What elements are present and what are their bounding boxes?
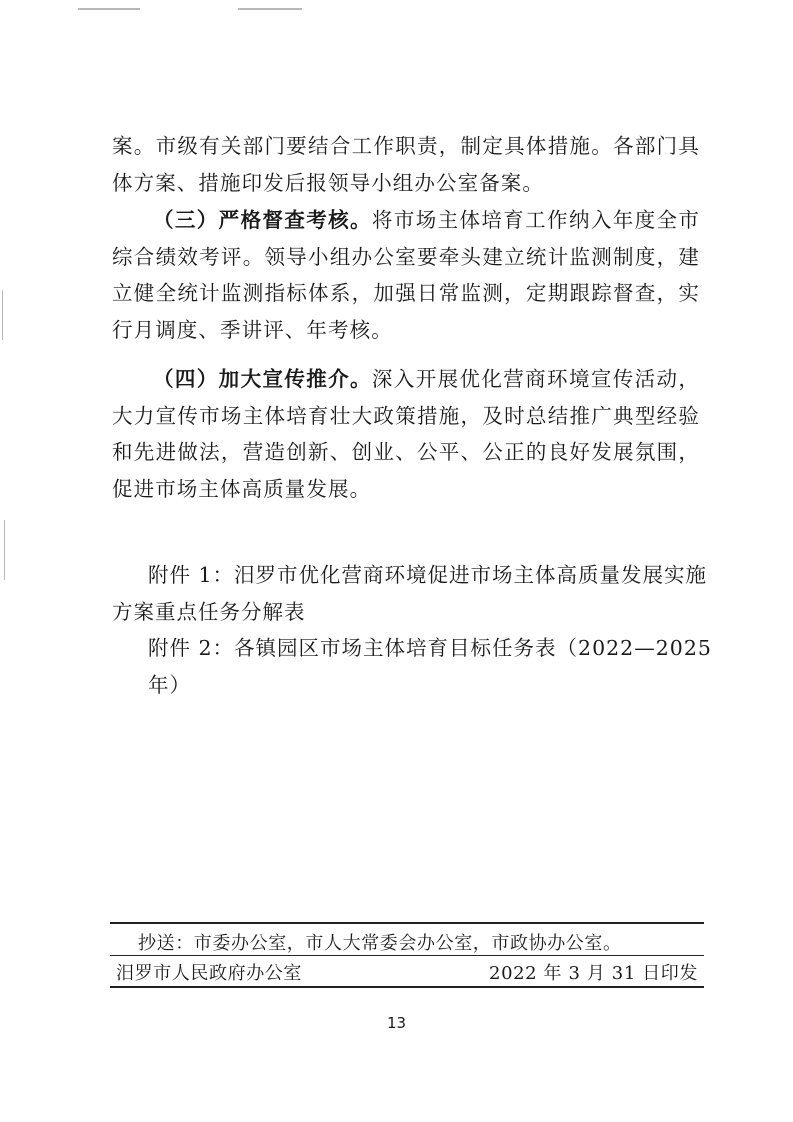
footer-top-rule xyxy=(110,922,704,924)
footer-middle-rule xyxy=(110,955,704,956)
issuer-name: 汨罗市人民政府办公室 xyxy=(116,963,302,984)
section-heading: （三）严格督查考核。 xyxy=(153,208,372,232)
section-heading: （四）加大宣传推介。 xyxy=(153,367,372,391)
scan-artifact-left-edge-2 xyxy=(4,520,5,580)
attachment-1-line-2: 方案重点任务分解表 xyxy=(112,599,306,624)
attachment-1 xyxy=(112,557,712,630)
footer-bottom-rule xyxy=(110,986,704,988)
issuer-line xyxy=(112,959,702,985)
attachment-2 xyxy=(112,630,748,703)
scan-artifact-top-left xyxy=(78,8,140,10)
attachment-2-text: 附件 2：各镇园区市场主体培育目标任务表（2022—2025 年） xyxy=(148,636,712,697)
scan-artifact-top-right xyxy=(238,8,302,10)
paragraph-measures xyxy=(112,128,700,201)
issue-date: 2022 年 3 月 31 日印发 xyxy=(489,963,698,984)
paragraph-text: 将市场主体培育工作纳入年度全市综合绩效考评。领导小组办公室要牵头建立统计监测制度，建立健全统计监测指标体系，加强日常监测，定期跟踪督查，实行月调度、季讲评、年考核。 xyxy=(112,208,701,342)
attachment-1-line-1: 附件 1：汨罗市优化营商环境促进市场主体高质量发展实施 xyxy=(148,563,708,587)
cc-line xyxy=(112,929,728,955)
scan-artifact-left-edge xyxy=(2,290,3,340)
paragraph-publicity xyxy=(112,361,700,507)
paragraph-text: 深入开展优化营商环境宣传活动，大力宣传市场主体培育壮大政策措施，及时总结推广典型经验和先进做法，营造创新、创业、公平、公正的良好发展氛围，促进市场主体高质量发展。 xyxy=(112,367,701,501)
paragraph-supervision xyxy=(112,202,700,348)
paragraph-text: 案。市级有关部门要结合工作职责，制定具体措施。各部门具体方案、措施印发后报领导小组办公室备案。 xyxy=(112,134,700,195)
page-number: 13 xyxy=(386,1014,407,1032)
cc-text: 抄送：市委办公室，市人大常委会办公室，市政协办公室。 xyxy=(138,933,622,954)
